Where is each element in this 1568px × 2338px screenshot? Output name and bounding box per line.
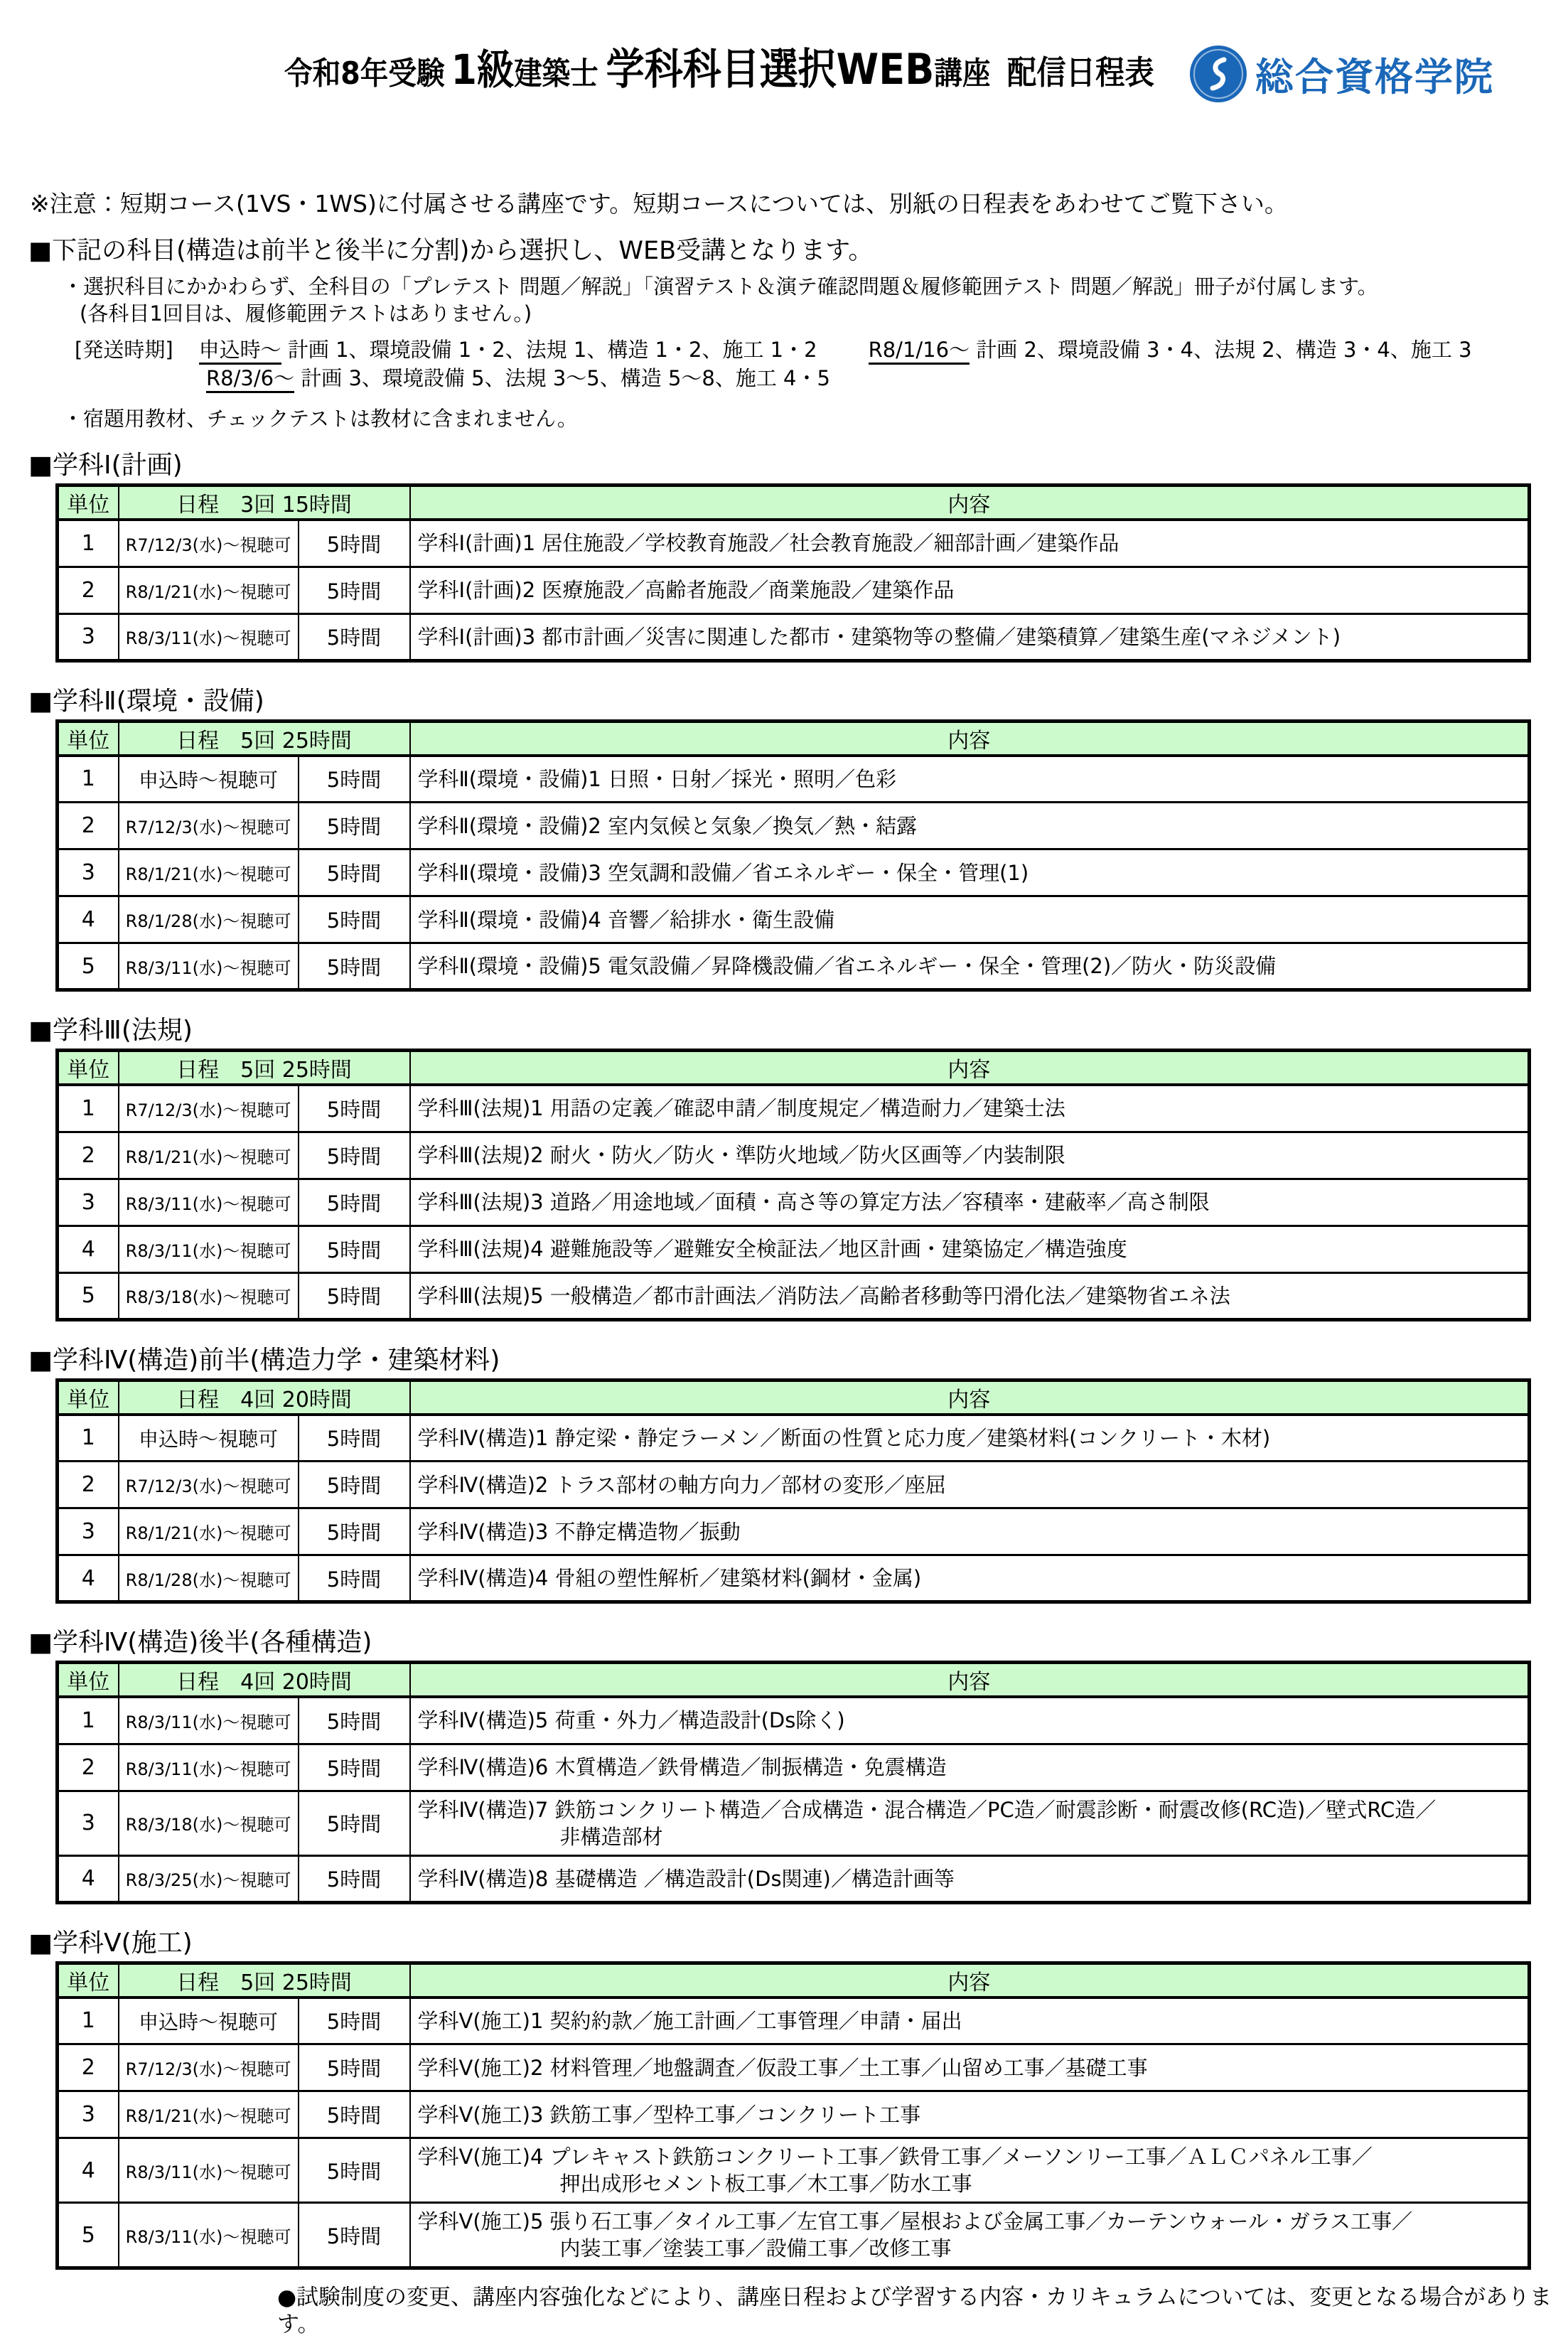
hours-cell: 5時間 <box>299 1508 410 1555</box>
hours-cell: 5時間 <box>299 2044 410 2091</box>
content-cell: 学科Ⅰ(計画)1 居住施設／学校教育施設／社会教育施設／細部計画／建築作品 <box>410 520 1530 567</box>
title-year: 令和8年受験 <box>284 55 445 92</box>
unit-cell: 3 <box>58 2091 119 2138</box>
unit-cell: 4 <box>58 1555 119 1602</box>
unit-cell: 2 <box>58 803 119 849</box>
unit-cell: 2 <box>58 567 119 613</box>
content-cell: 学科Ⅳ(構造)4 骨組の塑性解析／建築材料(鋼材・金属) <box>410 1555 1530 1602</box>
unit-cell: 2 <box>58 1132 119 1179</box>
content-cell: 学科Ⅱ(環境・設備)3 空気調和設備／省エネルギー・保全・管理(1) <box>410 849 1530 896</box>
table-row <box>58 1508 1530 1555</box>
date-cell: R8/3/18(水)～視聴可 <box>119 1272 299 1319</box>
date-cell: R8/3/11(水)～視聴可 <box>119 943 299 990</box>
date-cell: R8/3/11(水)～視聴可 <box>119 1697 299 1744</box>
content-cell: 学科Ⅲ(法規)3 道路／用途地域／面積・高さ等の算定方法／容積率・建蔽率／高さ制限 <box>410 1179 1530 1226</box>
column-header-unit: 単位 <box>58 486 119 520</box>
shipping-items-1: 計画 1、環境設備 1・2、法規 1、構造 1・2、施工 1・2 <box>281 338 817 362</box>
table-row <box>58 567 1530 613</box>
content-cell: 学科Ⅴ(施工)2 材料管理／地盤調査／仮設工事／土工事／山留め工事／基礎工事 <box>410 2044 1530 2091</box>
column-header-content: 内容 <box>410 721 1530 756</box>
column-header-unit: 単位 <box>58 1051 119 1085</box>
date-cell: R7/12/3(水)～視聴可 <box>119 2044 299 2091</box>
unit-cell: 2 <box>58 2044 119 2091</box>
header-row <box>58 1051 1530 1085</box>
table-row <box>58 1855 1530 1902</box>
content-cell: 学科Ⅳ(構造)8 基礎構造 ／構造設計(Ds関連)／構造計画等 <box>410 1855 1530 1902</box>
title-license-grade: 1級 <box>451 45 515 94</box>
table-row <box>58 1415 1530 1462</box>
notice-text: ※注意：短期コース(1VS・1WS)に付属させる講座です。短期コースについては、別紙の日程表をあわせてご覧下さい。 <box>30 190 1288 218</box>
date-cell: R8/1/21(水)～視聴可 <box>119 849 299 896</box>
title-license: 建築士 <box>514 55 598 92</box>
column-header-schedule: 日程 3回 15時間 <box>119 486 410 520</box>
section-structure-second-half <box>0 1628 1568 1904</box>
unit-cell: 4 <box>58 1226 119 1272</box>
section-environment <box>0 687 1568 992</box>
column-header-schedule: 日程 5回 25時間 <box>119 721 410 756</box>
date-cell: R8/3/11(水)～視聴可 <box>119 2203 299 2268</box>
unit-cell: 5 <box>58 2203 119 2268</box>
page-header <box>0 0 1568 127</box>
hours-cell: 5時間 <box>299 803 410 849</box>
content-cell: 学科Ⅴ(施工)3 鉄筋工事／型枠工事／コンクリート工事 <box>410 2091 1530 2138</box>
content-cell: 学科Ⅰ(計画)3 都市計画／災害に関連した都市・建築物等の整備／建築積算／建築生産(マネジメント) <box>410 613 1530 660</box>
table-row <box>58 943 1530 990</box>
hours-cell: 5時間 <box>299 2091 410 2138</box>
date-cell: R8/3/11(水)～視聴可 <box>119 1179 299 1226</box>
date-cell: 申込時～視聴可 <box>119 1415 299 1462</box>
date-cell: R7/12/3(水)～視聴可 <box>119 803 299 849</box>
date-cell: R7/12/3(水)～視聴可 <box>119 520 299 567</box>
column-header-content: 内容 <box>410 1380 1530 1415</box>
unit-cell: 3 <box>58 849 119 896</box>
section-heading-environment: ■学科Ⅱ(環境・設備) <box>28 686 264 716</box>
table-row <box>58 1179 1530 1226</box>
date-cell: 申込時～視聴可 <box>119 1998 299 2044</box>
schedule-table-structure-second-half <box>55 1661 1531 1904</box>
content-cell: 学科Ⅳ(構造)2 トラス部材の軸方向力／部材の変形／座屈 <box>410 1462 1530 1508</box>
hours-cell: 5時間 <box>299 943 410 990</box>
schedule-table-environment <box>55 719 1531 992</box>
table-row <box>58 2138 1530 2203</box>
table-row <box>58 1462 1530 1508</box>
table-row <box>58 2203 1530 2268</box>
content-cell: 学科Ⅲ(法規)1 用語の定義／確認申請／制度規定／構造耐力／建築士法 <box>410 1085 1530 1132</box>
column-header-content: 内容 <box>410 1051 1530 1085</box>
table-row <box>58 756 1530 803</box>
column-header-schedule: 日程 5回 25時間 <box>119 1051 410 1085</box>
hours-cell: 5時間 <box>299 1226 410 1272</box>
hours-cell: 5時間 <box>299 1132 410 1179</box>
section-structure-first-half <box>0 1346 1568 1604</box>
date-cell: R8/1/28(水)～視聴可 <box>119 896 299 943</box>
content-cell: 学科Ⅳ(構造)7 鉄筋コンクリート構造／合成構造・混合構造／PC造／耐震診断・耐震改修(RC造)／壁式RC造／ 非構造部材 <box>410 1791 1530 1855</box>
header-row <box>58 1963 1530 1998</box>
content-cell: 学科Ⅳ(構造)6 木質構造／鉄骨構造／制振構造・免震構造 <box>410 1744 1530 1791</box>
table-row <box>58 896 1530 943</box>
date-cell: R8/1/21(水)～視聴可 <box>119 1132 299 1179</box>
schedule-table-plan <box>55 483 1531 663</box>
content-cell: 学科Ⅴ(施工)5 張り石工事／タイル工事／左官工事／屋根および金属工事／カーテンウォール・ガラス工事／ 内装工事／塗装工事／設備工事／改修工事 <box>410 2203 1530 2268</box>
unit-cell: 2 <box>58 1462 119 1508</box>
schedule-table-structure-first-half <box>55 1378 1531 1604</box>
hours-cell: 5時間 <box>299 1415 410 1462</box>
table-row <box>58 1791 1530 1855</box>
date-cell: R8/3/11(水)～視聴可 <box>119 1226 299 1272</box>
unit-cell: 1 <box>58 1415 119 1462</box>
shipping-line-2 <box>206 364 1568 392</box>
shipping-items-2: 計画 2、環境設備 3・4、法規 2、構造 3・4、施工 3 <box>970 338 1472 362</box>
hours-cell: 5時間 <box>299 613 410 660</box>
table-row <box>58 1226 1530 1272</box>
header-row <box>58 1380 1530 1415</box>
title-course-suffix: 講座 <box>934 55 991 92</box>
hours-cell: 5時間 <box>299 2138 410 2203</box>
logo-text: 総合資格学院 <box>1255 54 1494 100</box>
unit-cell: 1 <box>58 1998 119 2044</box>
content-cell: 学科Ⅲ(法規)4 避難施設等／避難安全検証法／地区計画・建築協定／構造強度 <box>410 1226 1530 1272</box>
content-cell: 学科Ⅳ(構造)3 不静定構造物／振動 <box>410 1508 1530 1555</box>
unit-cell: 4 <box>58 2138 119 2203</box>
table-row <box>58 1697 1530 1744</box>
column-header-unit: 単位 <box>58 1963 119 1998</box>
section-heading-structure-second-half: ■学科Ⅳ(構造)後半(各種構造) <box>28 1628 372 1657</box>
date-cell: R7/12/3(水)～視聴可 <box>119 1462 299 1508</box>
logo <box>1188 44 1494 104</box>
shipping-date-2: R8/1/16～ <box>869 338 970 365</box>
column-header-schedule: 日程 4回 20時間 <box>119 1663 410 1698</box>
column-header-content: 内容 <box>410 1963 1530 1998</box>
hours-cell: 5時間 <box>299 1697 410 1744</box>
hours-cell: 5時間 <box>299 1462 410 1508</box>
hours-cell: 5時間 <box>299 849 410 896</box>
content-cell: 学科Ⅱ(環境・設備)5 電気設備／昇降機設備／省エネルギー・保全・管理(2)／防火・防災設備 <box>410 943 1530 990</box>
unit-cell: 1 <box>58 520 119 567</box>
selection-heading: ■下記の科目(構造は前半と後半に分割)から選択し、WEB受講となります。 <box>28 237 874 265</box>
column-header-unit: 単位 <box>58 1380 119 1415</box>
unit-cell: 1 <box>58 1697 119 1744</box>
date-cell: R8/3/11(水)～視聴可 <box>119 1744 299 1791</box>
footer-note: ●試験制度の変更、講座内容強化などにより、講座日程および学習する内容・カリキュラムについては、変更となる場合があります。 <box>277 2285 1552 2337</box>
hours-cell: 5時間 <box>299 1855 410 1902</box>
hours-cell: 5時間 <box>299 2203 410 2268</box>
header-row <box>58 486 1530 520</box>
date-cell: R8/1/28(水)～視聴可 <box>119 1555 299 1602</box>
content-cell: 学科Ⅰ(計画)2 医療施設／高齢者施設／商業施設／建築作品 <box>410 567 1530 613</box>
bullet-materials: ・選択科目にかかわらず、全科目の「プレテスト 問題／解説」「演習テスト＆演テ確認問題＆履修範囲テスト 問題／解説」冊子が付属します。 <box>63 274 1378 299</box>
section-heading-structure-first-half: ■学科Ⅳ(構造)前半(構造力学・建築材料) <box>28 1345 500 1375</box>
section-law <box>0 1016 1568 1321</box>
content-cell: 学科Ⅳ(構造)5 荷重・外力／構造設計(Ds除く) <box>410 1697 1530 1744</box>
content-cell: 学科Ⅱ(環境・設備)1 日照・日射／採光・照明／色彩 <box>410 756 1530 803</box>
hours-cell: 5時間 <box>299 1791 410 1855</box>
content-cell: 学科Ⅴ(施工)1 契約約款／施工計画／工事管理／申請・届出 <box>410 1998 1530 2044</box>
column-header-schedule: 日程 5回 25時間 <box>119 1963 410 1998</box>
date-cell: R7/12/3(水)～視聴可 <box>119 1085 299 1132</box>
hours-cell: 5時間 <box>299 520 410 567</box>
column-header-schedule: 日程 4回 20時間 <box>119 1380 410 1415</box>
date-cell: 申込時～視聴可 <box>119 756 299 803</box>
shipping-date-3: R8/3/6～ <box>206 366 294 393</box>
hours-cell: 5時間 <box>299 1085 410 1132</box>
unit-cell: 3 <box>58 1179 119 1226</box>
table-row <box>58 1744 1530 1791</box>
column-header-unit: 単位 <box>58 721 119 756</box>
unit-cell: 1 <box>58 756 119 803</box>
table-row <box>58 520 1530 567</box>
date-cell: R8/1/21(水)～視聴可 <box>119 567 299 613</box>
hours-cell: 5時間 <box>299 567 410 613</box>
date-cell: R8/3/25(水)～視聴可 <box>119 1855 299 1902</box>
header-row <box>58 721 1530 756</box>
title-doc-type: 配信日程表 <box>1006 53 1154 92</box>
date-cell: R8/3/18(水)～視聴可 <box>119 1791 299 1855</box>
table-row <box>58 1085 1530 1132</box>
unit-cell: 3 <box>58 613 119 660</box>
section-heading-law: ■学科Ⅲ(法規) <box>28 1016 193 1045</box>
hours-cell: 5時間 <box>299 896 410 943</box>
hours-cell: 5時間 <box>299 1998 410 2044</box>
content-cell: 学科Ⅱ(環境・設備)2 室内気候と気象／換気／熱・結露 <box>410 803 1530 849</box>
page-title <box>284 36 1154 97</box>
hours-cell: 5時間 <box>299 1555 410 1602</box>
section-heading-plan: ■学科Ⅰ(計画) <box>28 451 183 480</box>
table-row <box>58 2044 1530 2091</box>
header-row <box>58 1663 1530 1698</box>
unit-cell: 3 <box>58 1508 119 1555</box>
content-cell: 学科Ⅴ(施工)4 プレキャスト鉄筋コンクリート工事／鉄骨工事／メーソンリー工事／ＡＬＣパネル工事／ 押出成形セメント板工事／木工事／防水工事 <box>410 2138 1530 2203</box>
unit-cell: 3 <box>58 1791 119 1855</box>
schedule-table-construction <box>55 1961 1531 2270</box>
content-cell: 学科Ⅲ(法規)5 一般構造／都市計画法／消防法／高齢者移動等円滑化法／建築物省エネ法 <box>410 1272 1530 1319</box>
table-row <box>58 2091 1530 2138</box>
table-row <box>58 849 1530 896</box>
table-row <box>58 613 1530 660</box>
content-cell: 学科Ⅲ(法規)2 耐火・防火／防火・準防火地域／防火区画等／内装制限 <box>410 1132 1530 1179</box>
section-plan <box>0 451 1568 663</box>
column-header-unit: 単位 <box>58 1663 119 1698</box>
hours-cell: 5時間 <box>299 756 410 803</box>
table-row <box>58 803 1530 849</box>
table-row <box>58 1998 1530 2044</box>
table-row <box>58 1272 1530 1319</box>
hours-cell: 5時間 <box>299 1179 410 1226</box>
content-cell: 学科Ⅱ(環境・設備)4 音響／給排水・衛生設備 <box>410 896 1530 943</box>
shipping-label: [発送時期] <box>75 338 173 362</box>
unit-cell: 4 <box>58 1855 119 1902</box>
date-cell: R8/1/21(水)～視聴可 <box>119 2091 299 2138</box>
section-heading-construction: ■学科Ⅴ(施工) <box>28 1928 193 1958</box>
shipping-line-1 <box>75 336 1568 364</box>
date-cell: R8/3/11(水)～視聴可 <box>119 2138 299 2203</box>
column-header-content: 内容 <box>410 1663 1530 1698</box>
title-course: 学科科目選択WEB <box>606 45 935 95</box>
bullet-homework: ・宿題用教材、チェックテストは教材に含まれません。 <box>63 407 578 431</box>
unit-cell: 5 <box>58 943 119 990</box>
unit-cell: 2 <box>58 1744 119 1791</box>
unit-cell: 1 <box>58 1085 119 1132</box>
date-cell: R8/1/21(水)～視聴可 <box>119 1508 299 1555</box>
column-header-content: 内容 <box>410 486 1530 520</box>
shipping-items-3: 計画 3、環境設備 5、法規 3～5、構造 5～8、施工 4・5 <box>294 366 830 390</box>
section-construction <box>0 1929 1568 2270</box>
bullet-materials-note: (各科目1回目は、履修範囲テストはありません。) <box>80 301 532 326</box>
unit-cell: 4 <box>58 896 119 943</box>
shipping-date-1: 申込時～ <box>199 338 281 365</box>
logo-icon <box>1188 44 1248 104</box>
hours-cell: 5時間 <box>299 1272 410 1319</box>
hours-cell: 5時間 <box>299 1744 410 1791</box>
content-cell: 学科Ⅳ(構造)1 静定梁・静定ラーメン／断面の性質と応力度／建築材料(コンクリート・木材) <box>410 1415 1530 1462</box>
table-row <box>58 1132 1530 1179</box>
unit-cell: 5 <box>58 1272 119 1319</box>
date-cell: R8/3/11(水)～視聴可 <box>119 613 299 660</box>
table-row <box>58 1555 1530 1602</box>
schedule-table-law <box>55 1049 1531 1321</box>
